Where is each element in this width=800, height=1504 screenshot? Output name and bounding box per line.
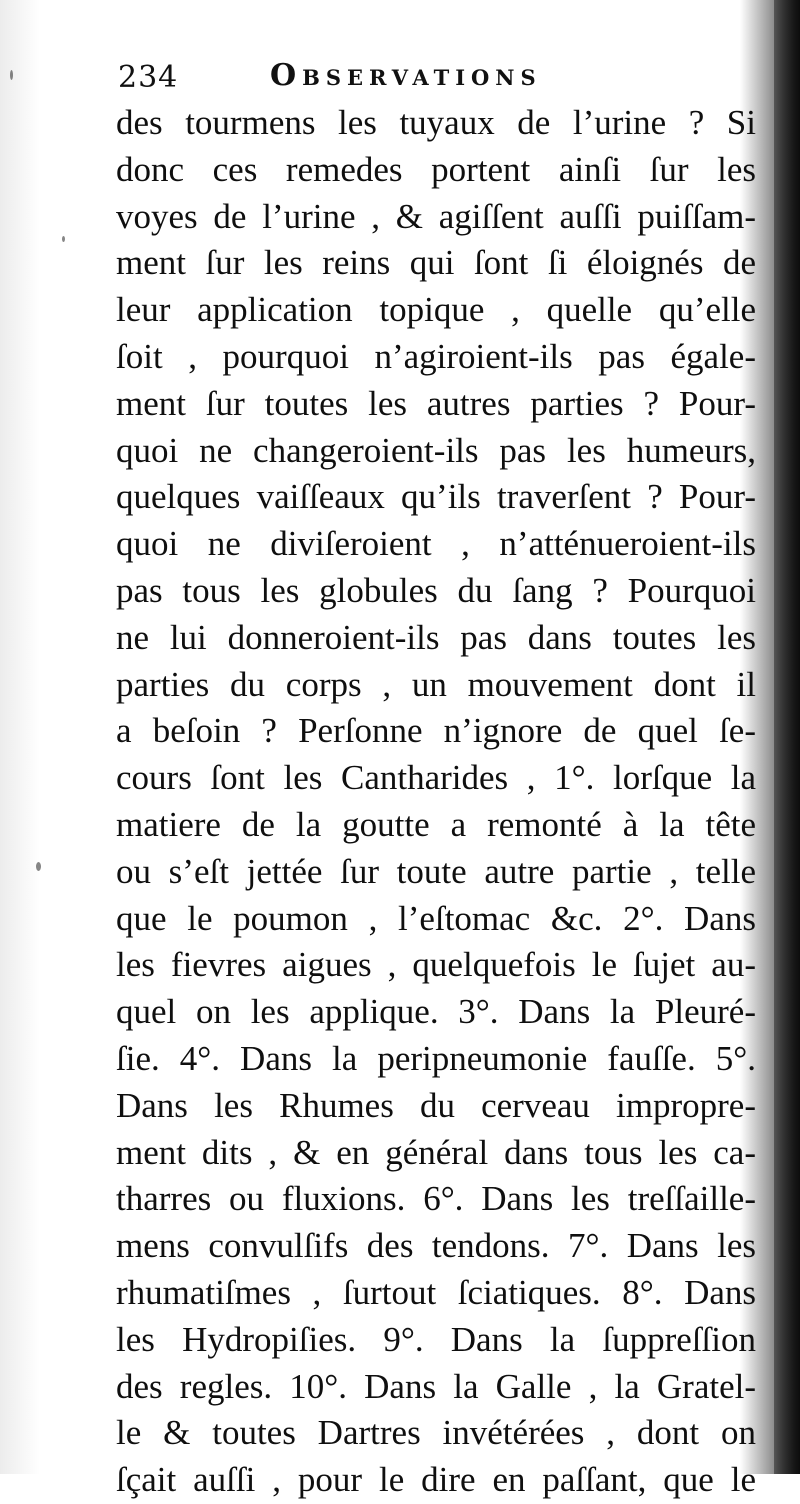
text-line: tharres ou fluxions. 6°. Dans les treſſaille-: [116, 1179, 756, 1219]
text-line: cours ſont les Cantharides , 1°. lorſque la: [116, 758, 756, 798]
text-line: quelques vaiſſeaux qu’ils traverſent ? Pour-: [116, 477, 756, 517]
text-line: des tourmens les tuyaux de l’urine ? Si: [116, 103, 756, 142]
text-line: leur application topique , quelle qu’elle: [116, 290, 756, 330]
text-line: matiere de la goutte a remonté à la tête: [116, 804, 756, 844]
text-line: pas tous les globules du ſang ? Pourquoi: [116, 570, 756, 610]
text-line: donc ces remedes portent ainſi ſur les: [116, 149, 756, 189]
running-title: Observations: [270, 58, 542, 93]
text-line: voyes de l’urine , & agiſſent auſſi puiſſam-: [116, 196, 756, 236]
text-line: ſoit , pourquoi n’agiroient-ils pas égale-: [116, 336, 756, 376]
text-line: ſçait auſſi , pour le dire en paſſant, que le: [116, 1460, 756, 1500]
print-speck: [36, 862, 41, 871]
text-line: rhumatiſmes , ſurtout ſciatiques. 8°. Dans: [116, 1272, 756, 1312]
text-line: parties du corps , un mouvement dont il: [116, 664, 756, 704]
page-number: 234: [118, 60, 179, 95]
text-line: mens convulſifs des tendons. 7°. Dans les: [116, 1226, 756, 1266]
text-line: Dans les Rhumes du cerveau impropre-: [116, 1085, 756, 1125]
text-line: ou s’eſt jettée ſur toute autre partie , telle: [116, 851, 756, 891]
page-binding-shadow: [774, 0, 800, 1474]
text-line: a beſoin ? Perſonne n’ignore de quel ſe-: [116, 711, 756, 751]
text-line: le & toutes Dartres invétérées , dont on: [116, 1413, 756, 1453]
text-line: ne lui donneroient-ils pas dans toutes les: [116, 617, 756, 657]
text-line: ment ſur les reins qui ſont ſi éloignés de: [116, 243, 756, 283]
text-line: que le poumon , l’eſtomac &c. 2°. Dans: [116, 898, 756, 938]
text-line: ment dits , & en général dans tous les ca-: [116, 1132, 756, 1172]
text-line: les fievres aigues , quelquefois le ſujet au-: [116, 945, 756, 985]
text-line: quel on les applique. 3°. Dans la Pleuré-: [116, 992, 756, 1032]
text-line: des regles. 10°. Dans la Galle , la Gratel-: [116, 1366, 756, 1406]
print-speck: [10, 70, 13, 80]
text-line: quoi ne changeroient-ils pas les humeurs,: [116, 430, 756, 470]
text-line: quoi ne diviſeroient , n’atténueroient-ils: [116, 524, 756, 564]
body-text: [116, 100, 756, 1504]
print-speck: [62, 236, 65, 242]
running-head: [118, 52, 638, 98]
text-line: les Hydropiſies. 9°. Dans la ſuppreſſion: [116, 1319, 756, 1359]
text-line: ment ſur toutes les autres parties ? Pour-: [116, 383, 756, 423]
text-line: ſie. 4°. Dans la peripneumonie fauſſe. 5°.: [116, 1038, 756, 1078]
